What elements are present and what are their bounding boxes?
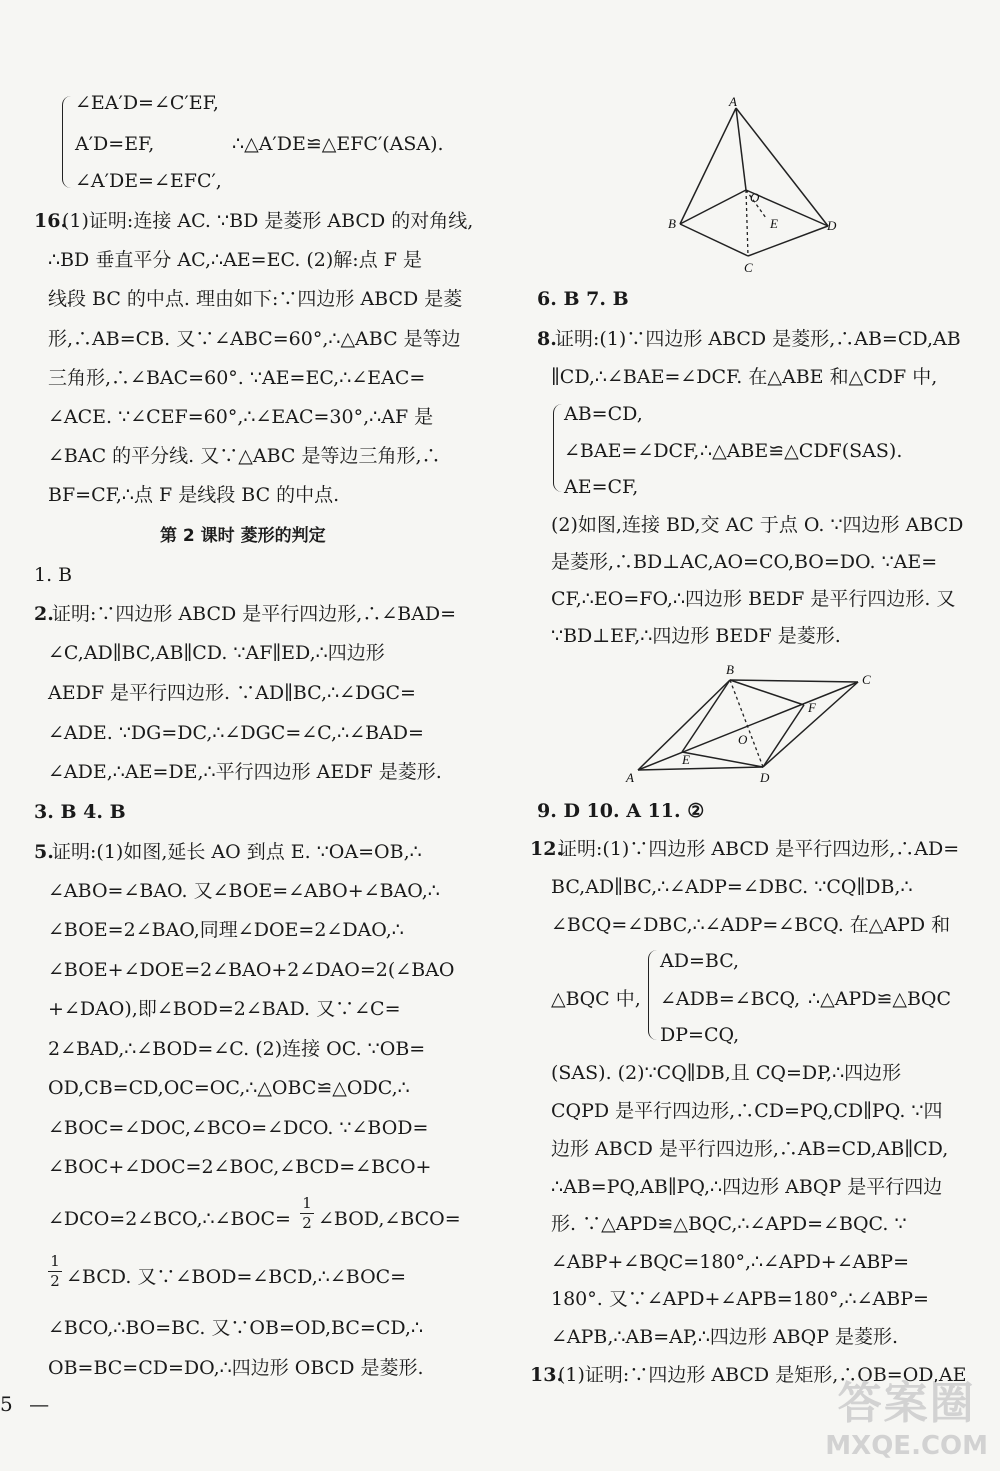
- q8-number: 8.: [537, 328, 557, 350]
- q12-sys-line: ∠ADB=∠BCQ,: [660, 988, 801, 1010]
- q12-line: ∴AB=PQ,AB∥PQ,∴四边形 ABQP 是平行四边: [551, 1176, 943, 1198]
- fig1-label-d: D: [827, 218, 837, 233]
- q16-number: 16.: [34, 210, 68, 232]
- q12-line: 180°. 又∵∠APD+∠APB=180°,∴∠ABP=: [551, 1288, 929, 1310]
- q12-line: CQPD 是平行四边形,∴CD=PQ,CD∥PQ. ∵四: [551, 1100, 943, 1122]
- q8-line: ∵BD⊥EF,∴四边形 BEDF 是菱形.: [551, 625, 841, 647]
- page-dash: —: [29, 1392, 50, 1416]
- fig1-label-o: O: [750, 190, 760, 205]
- q12-line: ∠ABP+∠BQC=180°,∴∠APD+∠ABP=: [551, 1251, 910, 1273]
- q8-sys-line: ∠BAE=∠DCF,: [564, 440, 700, 462]
- fig2-label-f: F: [808, 700, 816, 715]
- fraction-half: [300, 1196, 314, 1231]
- fig1-label-b: B: [668, 216, 676, 231]
- q5-line: ∠DCO=2∠BCO,∴∠BOC=: [48, 1208, 291, 1230]
- q16-line: 三角形,∴∠BAC=60°. ∵AE=EC,∴∠EAC=: [48, 367, 426, 389]
- cont-line: ∠A′DE=∠EFC′,: [75, 170, 222, 192]
- watermark-url: MXQE.COM: [825, 1431, 988, 1461]
- q8-line: ∥CD,∴∠BAE=∠DCF. 在△ABE 和△CDF 中,: [551, 366, 938, 388]
- q12-brace: [648, 950, 657, 1040]
- q5-number: 5.: [34, 841, 54, 863]
- q12-line: 形. ∵△APD≌△BQC,∴∠APD=∠BQC. ∵: [551, 1213, 907, 1235]
- q12-prefix: △BQC 中,: [551, 988, 641, 1010]
- fraction-numerator: 1: [302, 1194, 312, 1212]
- cont-brace: [62, 96, 71, 188]
- fig2-label-c: C: [862, 672, 871, 687]
- q13-number: 13.: [530, 1364, 564, 1386]
- q6-7-answers: 6. B 7. B: [537, 288, 629, 310]
- q12-sys-line: DP=CQ,: [660, 1024, 740, 1046]
- q8-sys-line: AB=CD,: [564, 403, 643, 425]
- q12-line: 边形 ABCD 是平行四边形,∴AB=CD,AB∥CD,: [551, 1138, 949, 1160]
- q8-sys-conclusion: ∴△ABE≌△CDF(SAS).: [700, 440, 903, 462]
- q9-11-answers: 9. D 10. A 11. ②: [537, 800, 705, 822]
- fraction-denominator: 2: [302, 1214, 312, 1232]
- q8-line: 证明:(1)∵四边形 ABCD 是菱形,∴AB=CD,AB: [555, 328, 961, 350]
- q5-line: ∠BOE=2∠BAO,同理∠DOE=2∠DAO,∴: [48, 919, 404, 941]
- q5-line: ∠BCO,∴BO=BC. 又∵OB=OD,BC=CD,∴: [48, 1317, 424, 1339]
- fig2-label-o: O: [738, 732, 748, 747]
- pyramid-figure: [668, 96, 838, 276]
- cont-conclusion: ∴△A′DE≌△EFC′(ASA).: [232, 133, 444, 155]
- section-title: 第 2 课时 菱形的判定: [160, 526, 326, 546]
- q12-line: BC,AD∥BC,∴∠ADP=∠DBC. ∵CQ∥DB,∴: [551, 876, 913, 898]
- q16-line: ∴BD 垂直平分 AC,∴AE=EC. (2)解:点 F 是: [48, 249, 422, 271]
- fig2-label-a: A: [626, 770, 634, 785]
- q16-line: (1)证明:连接 AC. ∵BD 是菱形 ABCD 的对角线,: [62, 210, 474, 232]
- q5-line: ∠BOD,∠BCO=: [318, 1208, 461, 1230]
- q16-line: BF=CF,∴点 F 是线段 BC 的中点.: [48, 484, 340, 506]
- cont-line: ∠EA′D=∠C′EF,: [75, 92, 219, 114]
- q1-answer: 1. B: [34, 564, 73, 586]
- q8-sys-line: AE=CF,: [564, 476, 639, 498]
- q5-line: 证明:(1)如图,延长 AO 到点 E. ∵OA=OB,∴: [52, 841, 422, 863]
- fig1-label-e: E: [770, 216, 778, 231]
- q16-line: 线段 BC 的中点. 理由如下:∵四边形 ABCD 是菱: [48, 288, 463, 310]
- q12-line: ∠APB,∴AB=AP,∴四边形 ABQP 是菱形.: [551, 1326, 899, 1348]
- q12-line: (SAS). (2)∵CQ∥DB,且 CQ=DP,∴四边形: [551, 1062, 902, 1084]
- q12-line: ∠BCQ=∠DBC,∴∠ADP=∠BCQ. 在△APD 和: [551, 914, 951, 936]
- q12-line: 证明:(1)∵四边形 ABCD 是平行四边形,∴AD=: [558, 838, 960, 860]
- fraction-half: [48, 1254, 62, 1289]
- right-column: [500, 0, 1000, 1471]
- fraction-denominator: 2: [50, 1272, 60, 1290]
- rhombus-figure: [618, 660, 880, 790]
- q8-line: (2)如图,连接 BD,交 AC 于点 O. ∵四边形 ABCD: [551, 514, 964, 536]
- fraction-numerator: 1: [50, 1252, 60, 1270]
- q8-line: CF,∴EO=FO,∴四边形 BEDF 是平行四边形. 又: [551, 588, 956, 610]
- q16-line: ∠ACE. ∵∠CEF=60°,∴∠EAC=30°,∴AF 是: [48, 406, 434, 428]
- left-column: [0, 0, 480, 1471]
- watermark: [825, 1367, 988, 1461]
- q13-line: (1)证明:∵四边形 ABCD 是矩形,∴OB=OD,AE: [558, 1364, 967, 1386]
- q2-line: ∠ADE,∴AE=DE,∴平行四边形 AEDF 是菱形.: [48, 761, 442, 783]
- page-number-value: 5: [0, 1392, 13, 1416]
- q5-line: ∠ABO=∠BAO. 又∠BOE=∠ABO+∠BAO,∴: [48, 880, 440, 902]
- q16-line: ∠BAC 的平分线. 又∵△ABC 是等边三角形,∴: [48, 445, 441, 467]
- q12-number: 12.: [530, 838, 564, 860]
- watermark-logo: 答案圈: [837, 1378, 976, 1429]
- q5-line: OD,CB=CD,OC=OC,∴△OBC≌△ODC,∴: [48, 1077, 410, 1099]
- fig2-label-d: D: [760, 770, 770, 785]
- q5-line: +∠DAO),即∠BOD=2∠BAD. 又∵∠C=: [48, 998, 401, 1020]
- q12-sys-line: AD=BC,: [660, 950, 740, 972]
- q5-line: ∠BCD. 又∵∠BOD=∠BCD,∴∠BOC=: [66, 1266, 407, 1288]
- q12-sys-conclusion: ∴△APD≌△BQC: [808, 988, 952, 1010]
- q16-line: 形,∴AB=CB. 又∵∠ABC=60°,∴△ABC 是等边: [48, 328, 461, 350]
- q2-line: ∠ADE. ∵DG=DC,∴∠DGC=∠C,∴∠BAD=: [48, 722, 424, 744]
- fig1-label-c: C: [744, 260, 753, 275]
- fig2-label-e: E: [682, 752, 690, 767]
- q2-line: 证明:∵四边形 ABCD 是平行四边形,∴∠BAD=: [52, 603, 457, 625]
- q2-line: ∠C,AD∥BC,AB∥CD. ∵AF∥ED,∴四边形: [48, 642, 385, 664]
- q2-number: 2.: [34, 603, 54, 625]
- q8-line: 是菱形,∴BD⊥AC,AO=CO,BO=DO. ∵AE=: [551, 551, 938, 573]
- q8-brace: [553, 404, 562, 492]
- q5-line: OB=BC=CD=DO,∴四边形 OBCD 是菱形.: [48, 1357, 424, 1379]
- q3-4-answers: 3. B 4. B: [34, 801, 126, 823]
- fig1-label-a: A: [729, 96, 737, 109]
- q5-line: 2∠BAD,∴∠BOD=∠C. (2)连接 OC. ∵OB=: [48, 1038, 426, 1060]
- fig2-label-b: B: [726, 662, 734, 677]
- cont-line: A′D=EF,: [75, 133, 155, 155]
- q5-line: ∠BOC=∠DOC,∠BCO=∠DCO. ∵∠BOD=: [48, 1117, 429, 1139]
- q5-line: ∠BOC+∠DOC=2∠BOC,∠BCD=∠BCO+: [48, 1156, 432, 1178]
- q2-line: AEDF 是平行四边形. ∵AD∥BC,∴∠DGC=: [48, 682, 416, 704]
- page-number: [0, 1392, 49, 1416]
- q5-line: ∠BOE+∠DOE=2∠BAO+2∠DAO=2(∠BAO: [48, 959, 455, 981]
